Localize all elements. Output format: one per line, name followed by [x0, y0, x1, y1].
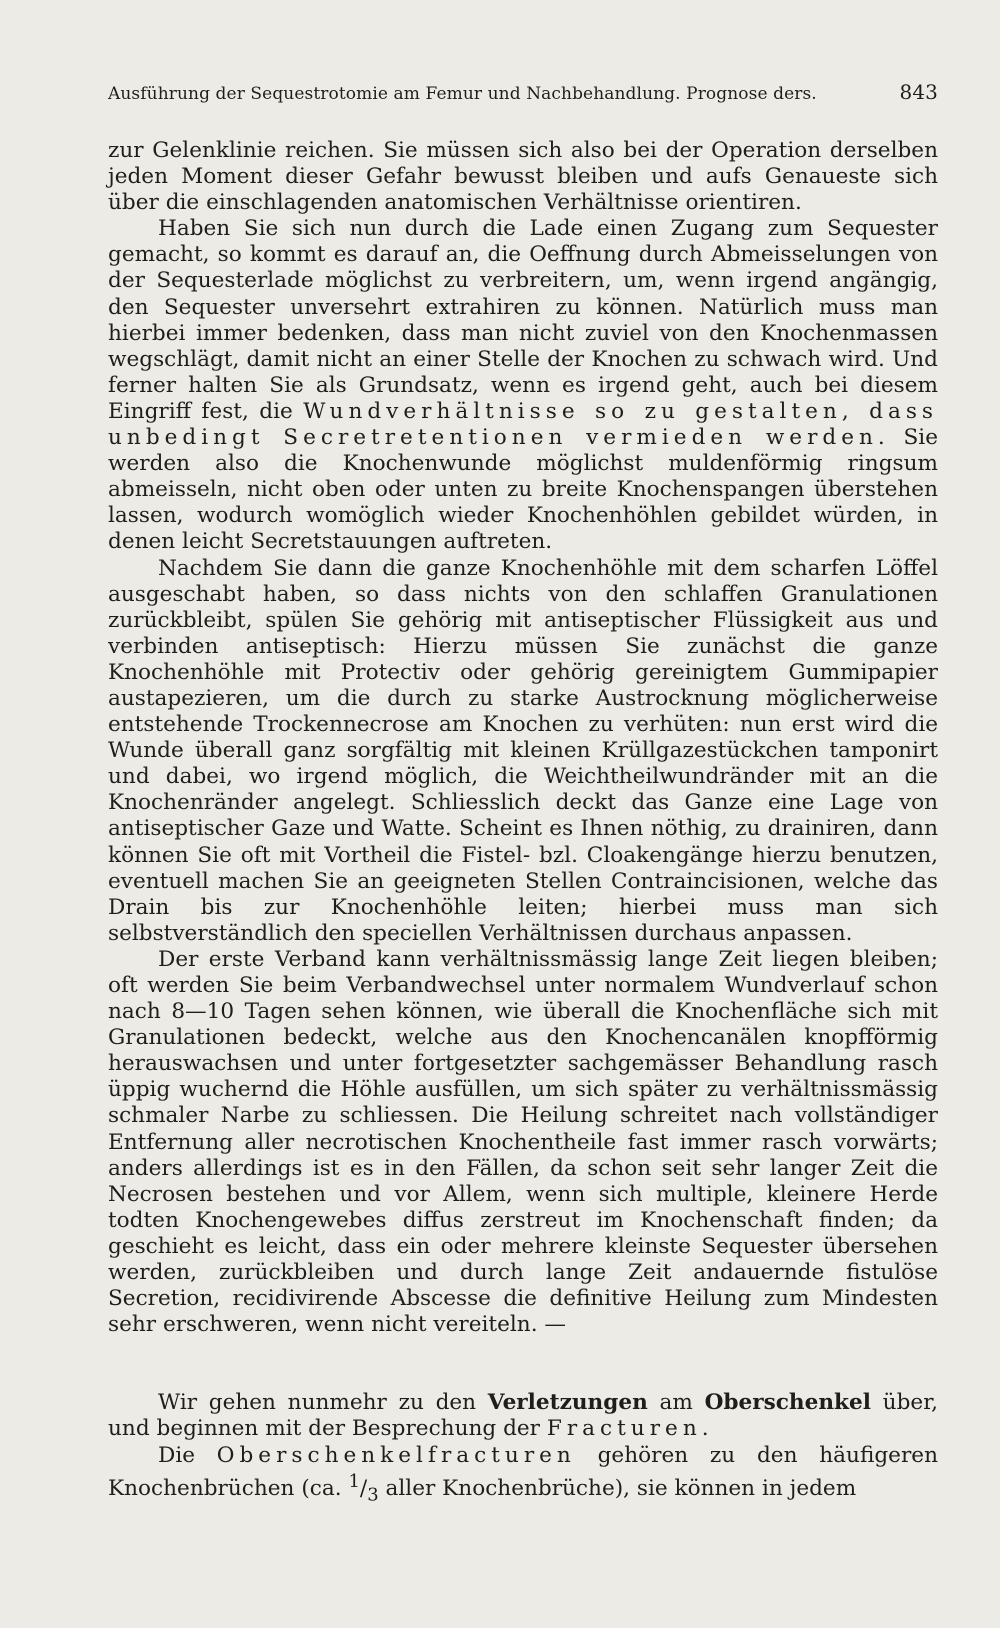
paragraph-1-text: zur Gelenklinie reichen. Sie müssen sich also bei der Operation derselben jeden Moment dieser Gefahr bewusst bleiben und aufs Genaueste sich über die einschlagenden anatomischen Verhältnisse orientiren.: [108, 138, 938, 216]
spaced-term-oberschenkelfracturen: Oberschenkelfracturen: [216, 1442, 576, 1468]
paragraph-1: [108, 138, 938, 216]
paragraph-6-text-a: Die: [158, 1442, 217, 1468]
fraction-numerator: 1: [348, 1470, 360, 1492]
paragraph-2-text-a: Haben Sie sich nun durch die Lade einen Zugang zum Sequester gemacht, so kommt es darauf an, die Oeffnung durch Abmeisselungen von der Sequesterlade möglichst zu verbreitern, um, wenn irgend angängig, den Sequester unversehrt extrahiren zu können. Natürlich muss man hierbei immer bedenken, dass man nicht zuviel von den Knochenmassen wegschlägt, damit nicht an einer Stelle der Knochen zu schwach wird. Und ferner halten Sie als Grundsatz, wenn es irgend geht, auch bei diesem Eingriff fest, die: [108, 216, 938, 424]
paragraph-5-text-c: am: [647, 1390, 705, 1416]
paragraph-5-text-a: Wir gehen nunmehr zu den: [158, 1390, 488, 1416]
paragraph-2: [108, 216, 938, 555]
paragraph-5-text-g: .: [701, 1416, 709, 1442]
running-title: Ausführung der Sequestrotomie am Femur und Nachbehandlung. Prognose ders.: [108, 84, 817, 104]
bold-term-verletzungen: Verletzungen: [487, 1390, 648, 1416]
paragraph-6-text-d: aller Knochenbrüche), sie können in jedem: [378, 1475, 857, 1501]
spaced-emphasis: Wundverhältnisse so zu gestalten, dass unbedingt Secretretentionen vermieden werden.: [108, 398, 938, 451]
paragraph-3: [108, 556, 938, 947]
body-text: [108, 138, 938, 1508]
paragraph-3-text: Nachdem Sie dann die ganze Knochenhöhle mit dem scharfen Löffel ausgeschabt haben, so dass nichts von den schlaffen Granulationen zurückbleibt, spülen Sie gehörig mit antiseptischer Flüssigkeit aus und verbinden antiseptisch: Hierzu müssen Sie zunächst die ganze Knochenhöhle mit Protectiv oder gehörig gereinigtem Gummipapier austapezieren, um die durch zu starke Austrocknung möglicherweise entstehende Trockennecrose am Knochen zu verhüten: nun erst wird die Wunde überall ganz sorgfältig mit kleinen Krüllgazestückchen tamponirt und dabei, wo irgend möglich, die Weichtheilwundränder mit an die Knochenränder angelegt. Schliesslich deckt das Ganze eine Lage von antiseptischer Gaze und Watte. Scheint es Ihnen nöthig, zu drainiren, dann können Sie oft mit Vortheil die Fistel- bzl. Cloakengänge hierzu benutzen, eventuell machen Sie an geeigneten Stellen Contraincisionen, welche das Drain bis zur Knochenhöhle leiten; hierbei muss man sich selbstverständlich den speciellen Verhältnissen durchaus anpassen.: [108, 555, 938, 946]
paragraph-4-text: Der erste Verband kann verhältnissmässig lange Zeit liegen bleiben; oft werden Sie beim Verbandwechsel unter normalem Wundverlauf schon nach 8—10 Tagen sehen können, wie überall die Knochenfläche sich mit Granulationen bedeckt, welche aus den Knochencanälen knopfförmig herauswachsen und unter fortgesetzter sachgemässer Behandlung rasch üppig wuchernd die Höhle ausfüllen, um sich später zu verhältnissmässig schmaler Narbe zu schliessen. Die Heilung schreitet nach vollständiger Entfernung aller necrotischen Knochentheile fast immer rasch vorwärts; anders allerdings ist es in den Fällen, da schon seit sehr langer Zeit die Necrosen bestehen und vor Allem, wenn sich multiple, kleinere Herde todten Knochengewebes diffus zerstreut im Knochenschaft finden; da geschieht es leicht, dass ein oder mehrere kleinste Sequester übersehen werden, zurückbleiben und durch lange Zeit andauernde fistulöse Secretion, recidivirende Abscesse die definitive Heilung zum Mindesten sehr erschweren, wenn nicht vereiteln. —: [108, 946, 938, 1338]
paragraph-6-text-c: gehören zu den häufigeren Knochenbrüchen (ca.: [108, 1442, 938, 1501]
page-number: 843: [899, 80, 938, 104]
paragraph-6: Die Oberschenkelfracturen gehören zu den häufigeren Knochenbrüchen (ca. $^1/_3$ aller Knochenbrüche), sie können in jedem: [108, 1442, 938, 1506]
bold-term-oberschenkel: Oberschenkel: [704, 1390, 871, 1416]
paragraph-2-text-c: Sie werden also die Knochenwunde möglichst muldenförmig ringsum abmeisseln, nicht oben oder unten zu breite Knochenspangen überstehen lassen, wodurch womöglich wieder Knochenhöhlen gebildet würden, in denen leicht Secretstauungen auftreten.: [108, 425, 938, 555]
paragraph-5-text-e: über, und beginnen mit der Besprechung der: [108, 1390, 939, 1442]
paragraph-4: [108, 947, 938, 1338]
section-gap: [108, 1338, 938, 1390]
paragraph-5: [108, 1390, 938, 1442]
spaced-term-fracturen: Fracturen: [546, 1416, 702, 1442]
fraction-denominator: 3: [367, 1484, 379, 1506]
page-header: [108, 80, 938, 104]
